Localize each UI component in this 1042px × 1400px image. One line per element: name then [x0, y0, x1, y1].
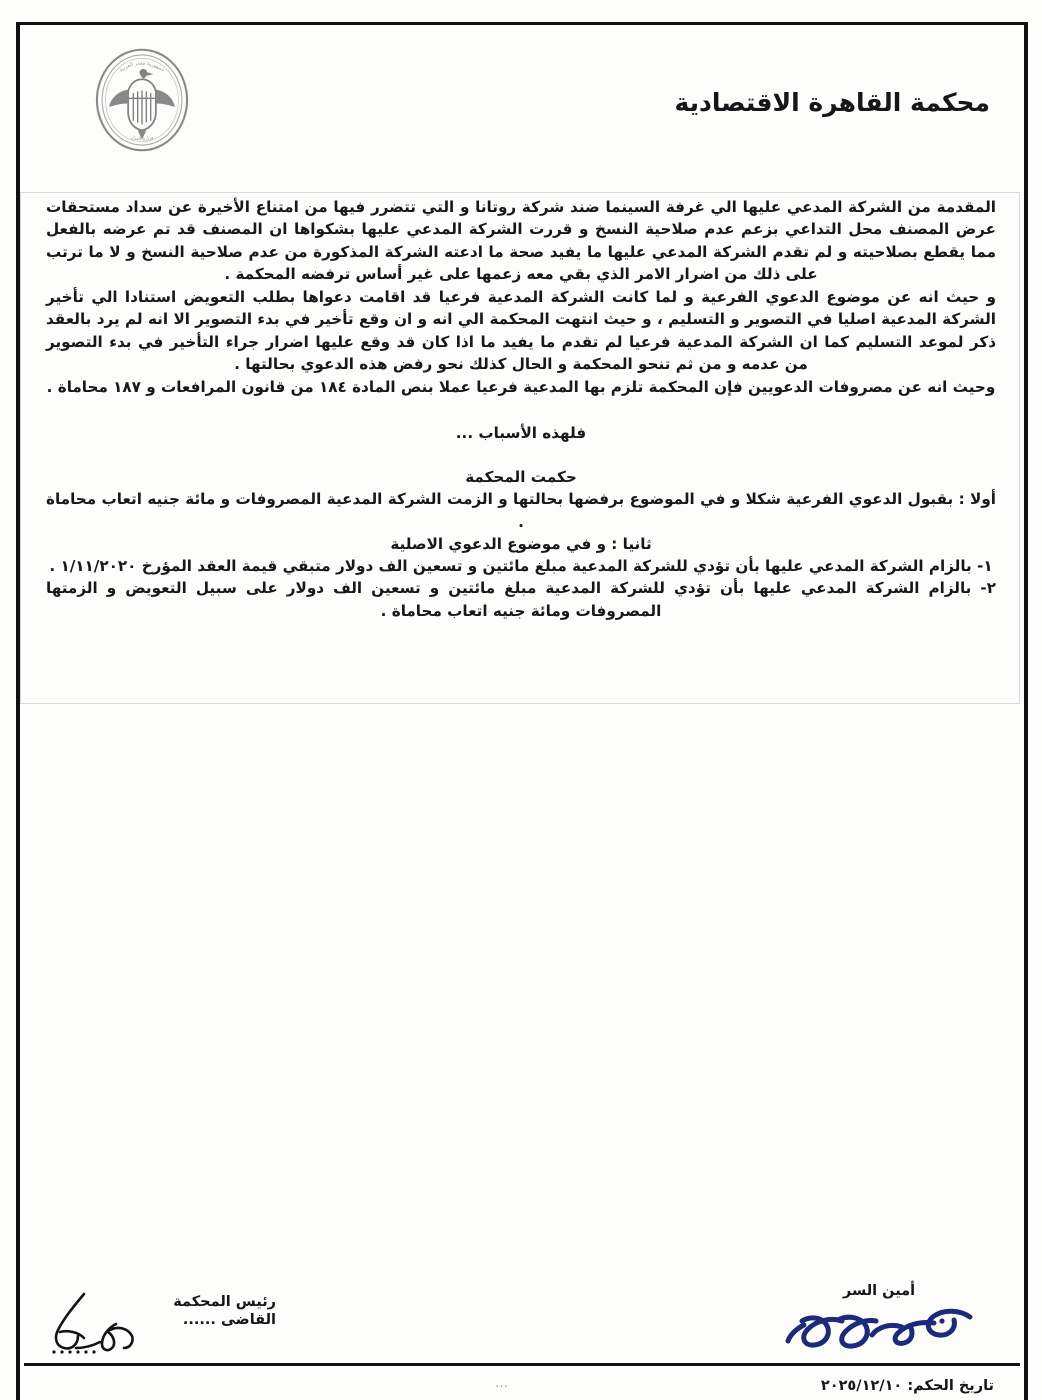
- judgment-date: [821, 1378, 994, 1394]
- secretary-label: أمين السر: [842, 1283, 916, 1299]
- ruling-item-1: ١- بالزام الشركة المدعي عليها بأن تؤدي للشركة المدعية مبلغ مائتين و تسعين الف دولار متبقي قيمة العقد المؤرخ ١/١١/٢٠٢٠ .: [49, 557, 993, 576]
- judge-title-label: رئيس المحكمة: [173, 1294, 276, 1310]
- court-ruled-heading: حكمت المحكمة: [465, 467, 577, 486]
- reasoning-paragraph-3: وحيث انه عن مصروفات الدعويين فإن المحكمة تلزم بها المدعية فرعيا عملا بنص المادة ١٨٤ من قانون المرافعات و ١٨٧ محاماة .: [46, 378, 996, 397]
- svg-text:وزارة العدل: وزارة العدل: [129, 135, 155, 143]
- ruling-item-second: ثانيا : و في موضوع الدعوي الاصلية: [390, 534, 652, 553]
- judgment-date-label: تاريخ الحكم:: [907, 1378, 994, 1394]
- judgment-date-value: ٢٠٢٥/١٢/١٠: [820, 1378, 903, 1394]
- footer-divider: [24, 1363, 1020, 1366]
- ruling-item-2: ٢- بالزام الشركة المدعي عليها بأن تؤدي للشركة المدعية مبلغ مائتين و تسعين الف دولار على سبيل التعويض و الزمتها المصروفات ومائة جنيه اتعاب محاماة .: [46, 579, 996, 620]
- for-these-reasons-heading: فلهذه الأسباب ...: [455, 423, 587, 442]
- egyptian-eagle-of-saladin-seal-icon: [90, 44, 194, 156]
- ruling-item-first: أولا : بقبول الدعوي الفرعية شكلا و في الموضوع برفضها بحالتها و الزمت الشركة المدعية المصروفات و مائة جنيه اتعاب محاماة .: [46, 490, 996, 531]
- page-border-right: [1024, 22, 1028, 1400]
- document-header: [40, 38, 1002, 168]
- secretary-handwritten-signature: [774, 1301, 984, 1353]
- judge-dots: ......: [182, 1312, 216, 1328]
- spacer: [46, 400, 996, 422]
- reasoning-paragraph-2: و حيث انه عن موضوع الدعوي الفرعية و لما كانت الشركة المدعية فرعيا قد اقامت دعواها بطلب التعويض استنادا الي تأخير الشركة المدعية اصليا في التصوير و التسليم ، و حيث انتهت المحكمة الي انه و ان وقع تأخير في بدء التصوير الا انه لم يرد بالعقد ذكر لموعد التسليم كما ان الشركة المدعية فرعيا لم تقدم ما يفيد ما اذا كان قد وقع عليها اضرار جراء التأخير في بدء التصوير من عدمه و من ثم تنحو المحكمة و الحال كذلك نحو رفض هذه الدعوي بحالتها .: [46, 288, 996, 374]
- judge-signature-block: [36, 1292, 286, 1328]
- judge-label: القاضى: [221, 1312, 276, 1328]
- spacer: [46, 444, 996, 466]
- secretary-signature-block: [764, 1283, 994, 1357]
- judgment-body: [46, 196, 996, 622]
- reasoning-paragraph-1: المقدمة من الشركة المدعي عليها الي غرفة السينما ضند شركة روتانا و التي تتضرر فيها من امتناع الأخيرة عن سداد مستحقات عرض المصنف محل التداعي بزعم عدم صلاحية النسخ و قررت الشركة المدعي عليها بشكواها ان المصنف قد تم عرضه بالفعل مما يقطع بصلاحيته و لم تقدم الشركة المدعي عليها ما يفيد صحة ما ادعته الشركة المذكورة من عدم صلاحية النسخ و لا ما ترتب على ذلك من اضرار الامر الذي بقي معه زعمها على غير أساس ترفضه المحكمة .: [46, 198, 996, 283]
- page-border-top: [16, 22, 1028, 25]
- svg-text:جمهورية مصر العربية: جمهورية مصر العربية: [118, 60, 166, 74]
- court-name-title: محكمة القاهرة الاقتصادية: [674, 88, 990, 117]
- footer-faint-mark: …: [495, 1376, 510, 1391]
